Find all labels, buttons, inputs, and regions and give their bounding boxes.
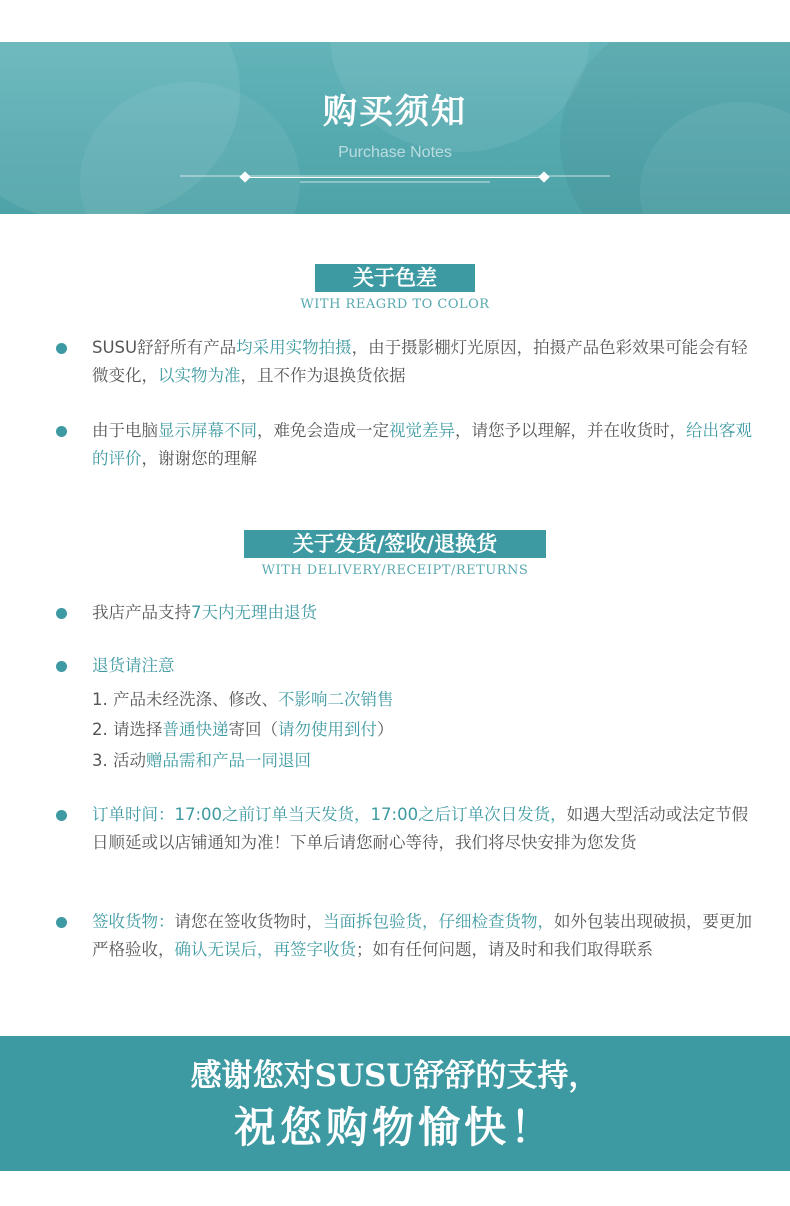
body-text: ，难免会造成一定	[257, 421, 389, 440]
highlight-text: 普通快递	[162, 720, 229, 739]
highlight-text: 给出客观的评价	[92, 421, 752, 468]
highlight-text: 以实物为准	[158, 366, 241, 385]
thanks-text: 感谢您对SUSU舒舒的支持，	[190, 1058, 600, 1094]
highlight-text: 订单时间：17:00之前订单当天发货，17:00之后订单次日发货，	[92, 805, 567, 824]
return-notice-item	[92, 688, 394, 712]
highlight-text: 退货请注意	[92, 656, 175, 675]
page-title: 购买须知	[323, 92, 467, 132]
highlight-text: 视觉差异	[389, 421, 455, 440]
bullet-dot-icon	[56, 343, 67, 354]
body-text: 3. 活动	[92, 751, 146, 770]
order-time-note	[92, 801, 752, 857]
highlight-text: 赠品需和产品一同退回	[146, 751, 311, 770]
section-subtitle-delivery: WITH DELIVERY/RECEIPT/RETURNS	[261, 563, 529, 578]
highlight-text: 均采用实物拍摄	[236, 338, 352, 357]
color-note-1	[92, 334, 752, 390]
highlight-text: 签收货物：	[92, 912, 175, 931]
body-text: 如遇大型活动或法定节假日顺延或以店铺通知为准！下单后请您耐心等待，我们将尽快安排为您发货	[92, 805, 749, 852]
highlight-text: 当面拆包验货，仔细检查货物，	[323, 912, 554, 931]
body-text: 1. 产品未经洗涤、修改、	[92, 690, 278, 709]
highlight-text: 不影响二次销售	[278, 690, 394, 709]
body-text: ）	[377, 720, 394, 739]
bullet-dot-icon	[56, 917, 67, 928]
body-text: ，请您予以理解，并在收货时，	[455, 421, 686, 440]
bullet-dot-icon	[56, 426, 67, 437]
body-text: 如外包装出现破损，要更加严格验收，	[92, 912, 752, 959]
diamond-icon	[538, 171, 549, 182]
bullet-dot-icon	[56, 810, 67, 821]
happy-shopping-text: 祝您购物愉快！	[233, 1103, 556, 1152]
body-text: 由于电脑	[92, 421, 158, 440]
return-notice-item	[92, 749, 311, 773]
receipt-note	[92, 908, 752, 964]
decorative-line	[300, 181, 490, 183]
section-title-color: 关于色差	[315, 264, 475, 292]
highlight-text: 确认无误后，再签字收货	[174, 940, 356, 959]
header-banner	[0, 42, 790, 214]
return-policy-note	[92, 599, 752, 627]
body-text: SUSU舒舒所有产品	[92, 338, 237, 357]
body-text: ，由于摄影棚灯光原因，拍摄产品色彩效果可能会有轻微变化，	[92, 338, 748, 385]
highlight-text: 请勿使用到付	[278, 720, 377, 739]
body-text: 请您在签收货物时，	[174, 912, 323, 931]
body-text: ，谢谢您的理解	[141, 449, 257, 468]
return-notice-item	[92, 718, 394, 742]
page-subtitle: Purchase Notes	[338, 144, 452, 161]
section-title-delivery: 关于发货/签收/退换货	[244, 530, 546, 558]
bullet-dot-icon	[56, 661, 67, 672]
color-note-2	[92, 417, 752, 473]
title-divider	[248, 177, 544, 178]
section-subtitle-color: WITH REAGRD TO COLOR	[300, 297, 490, 312]
highlight-text: 7天内无理由退货	[191, 603, 317, 622]
body-text: ；如有任何问题，请及时和我们取得联系	[356, 940, 653, 959]
bullet-dot-icon	[56, 608, 67, 619]
body-text: ，且不作为退换货依据	[240, 366, 406, 385]
body-text: 2. 请选择	[92, 720, 163, 739]
decorative-line	[180, 175, 610, 177]
body-text: 寄回（	[228, 720, 278, 739]
body-text: 我店产品支持	[92, 603, 191, 622]
highlight-text: 显示屏幕不同	[158, 421, 257, 440]
footer-banner	[0, 1036, 790, 1171]
return-notice-heading	[92, 652, 752, 680]
